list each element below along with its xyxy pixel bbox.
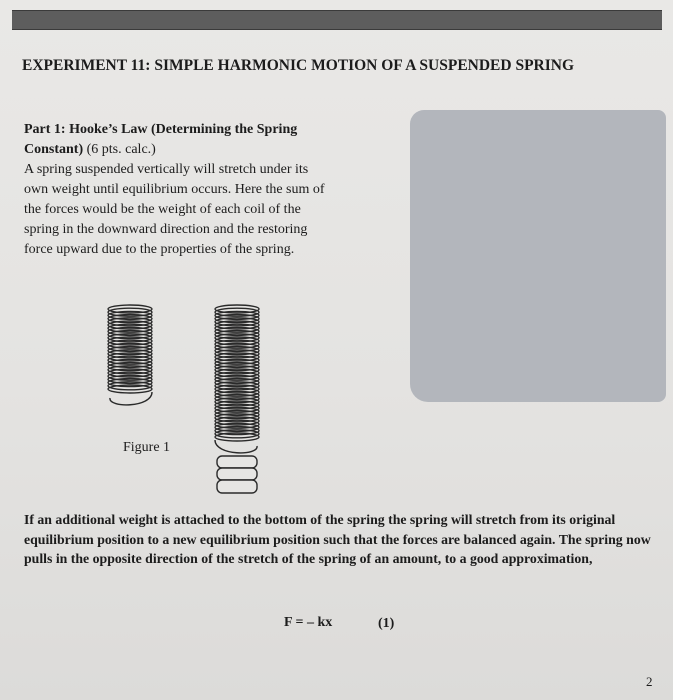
- mass-weight: [217, 456, 257, 493]
- part1-text: A spring suspended vertically will stretch under its own weight until equilibrium occurs. Here the sum of the forces would be the weight of each coil of the spring in the downward direction and the restoring force upward due to the properties of the spring.: [24, 162, 325, 257]
- equation-number: (1): [378, 616, 395, 631]
- part1-points: (6 pts. calc.): [86, 142, 156, 157]
- spring-loaded: [215, 305, 259, 453]
- experiment-title: EXPERIMENT 11: SIMPLE HARMONIC MOTION OF A SUSPENDED SPRING: [22, 57, 575, 74]
- part1-heading: Part 1: Hooke’s Law (Determining the Spring Constant): [24, 122, 298, 157]
- paragraph-2: If an additional weight is attached to the bottom of the spring the spring will stretch from its original equilibrium position to a new equilibrium position such that the forces are balanced again. The spring now pulls in the opposite direction of the stretch of the spring of an amount, to a good approximation,: [24, 512, 651, 566]
- equation-formula: F = – kx: [284, 615, 333, 630]
- spring-unloaded: [108, 305, 152, 405]
- page-number: 2: [646, 674, 653, 689]
- figure-caption: Figure 1: [123, 440, 171, 455]
